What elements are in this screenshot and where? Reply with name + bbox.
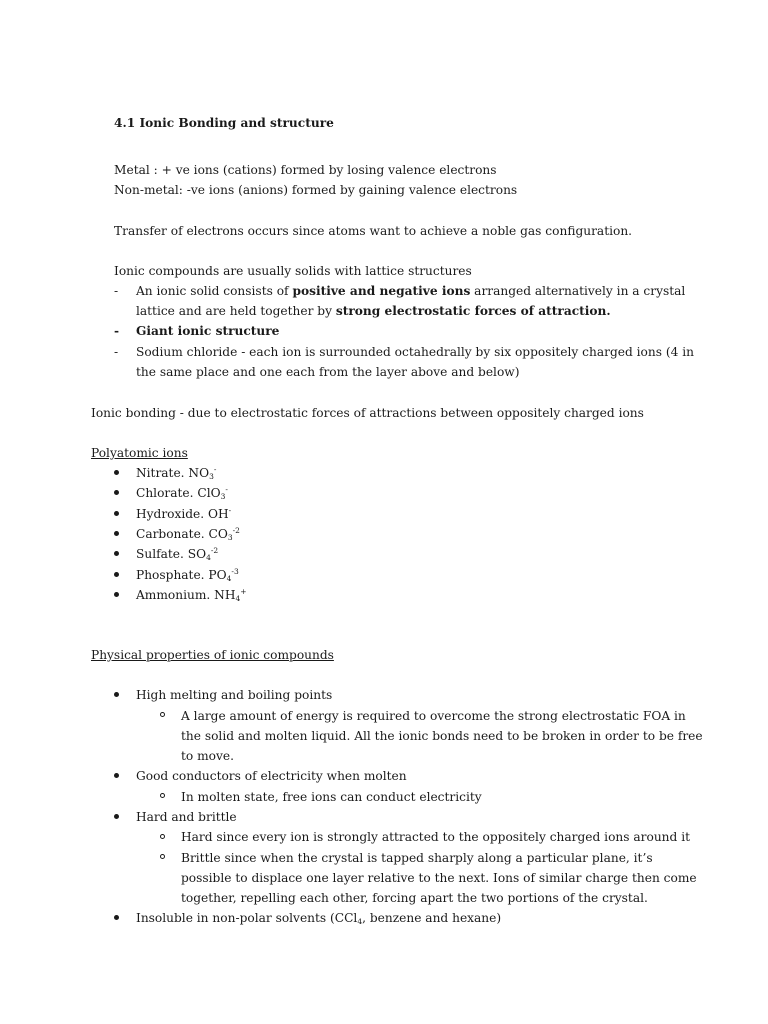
bullet-icon bbox=[114, 692, 119, 697]
bullet-icon bbox=[114, 773, 119, 778]
ion-formula: ClO bbox=[197, 486, 221, 501]
bullet-icon bbox=[114, 511, 119, 516]
ion-formula: OH bbox=[208, 506, 229, 521]
circle-bullet-icon bbox=[160, 854, 165, 859]
ion-name: Ammonium. bbox=[136, 587, 215, 602]
physical-title: Physical properties of ionic compounds bbox=[91, 648, 334, 662]
polyatomic-item bbox=[136, 483, 228, 503]
bullet-icon bbox=[114, 470, 119, 475]
property-hard: Hard and brittle bbox=[136, 810, 237, 824]
text-run: An ionic solid consists of bbox=[136, 284, 293, 298]
ion-charge: - bbox=[225, 485, 228, 495]
polyatomic-title: Polyatomic ions bbox=[91, 446, 188, 460]
ion-name: Nitrate. bbox=[136, 466, 189, 480]
nonmetal-line: Non-metal: -ve ions (anions) formed by gaining valence electrons bbox=[114, 183, 518, 197]
bullet-icon bbox=[114, 572, 119, 577]
lattice-point-3-line-2: the same place and one each from the layer above and below) bbox=[136, 365, 520, 379]
lattice-point-3-line-1: Sodium chloride - each ion is surrounded octahedrally by six oppositely charged ions (4 in bbox=[136, 345, 694, 359]
text-run: lattice and are held together by bbox=[136, 304, 336, 318]
bold-run: strong electrostatic forces of attraction. bbox=[335, 304, 611, 318]
ion-name: Sulfate. bbox=[136, 547, 188, 562]
ion-charge: - bbox=[228, 505, 232, 515]
polyatomic-item bbox=[136, 565, 239, 585]
brittle-detail-1: Brittle since when the crystal is tapped sharply along a particular plane, it’s bbox=[181, 851, 653, 865]
property-conductor: Good conductors of electricity when molten bbox=[136, 769, 407, 783]
text-run: Insoluble in non-polar solvents (CCl bbox=[136, 911, 358, 925]
conductor-detail: In molten state, free ions can conduct electricity bbox=[181, 790, 482, 804]
bullet-icon bbox=[114, 490, 119, 495]
ion-formula: SO bbox=[187, 547, 207, 562]
bullet-icon bbox=[114, 531, 119, 536]
ion-subscript: 3 bbox=[220, 492, 226, 502]
high-mp-detail-3: to move. bbox=[181, 749, 234, 763]
ion-subscript: 4 bbox=[235, 593, 241, 603]
text-run: arranged alternatively in a crystal bbox=[470, 284, 686, 298]
ion-charge: + bbox=[240, 586, 247, 596]
subscript: 4 bbox=[357, 917, 363, 926]
lattice-point-1-line-1 bbox=[136, 281, 685, 301]
lattice-point-1-line-2 bbox=[136, 301, 611, 321]
polyatomic-item bbox=[136, 463, 216, 483]
high-mp-detail-1: A large amount of energy is required to overcome the strong electrostatic FOA in bbox=[181, 709, 686, 723]
ion-name: Hydroxide. bbox=[136, 506, 209, 521]
dash-marker: - bbox=[114, 324, 120, 338]
hard-detail: Hard since every ion is strongly attracted to the oppositely charged ions around it bbox=[181, 830, 690, 844]
ion-subscript: 4 bbox=[206, 553, 211, 563]
ion-formula: CO bbox=[208, 526, 228, 541]
metal-line: Metal : + ve ions (cations) formed by losing valence electrons bbox=[114, 163, 497, 177]
ion-formula: NH bbox=[214, 587, 236, 602]
transfer-line: Transfer of electrons occurs since atoms want to achieve a noble gas configuration. bbox=[114, 224, 633, 238]
circle-bullet-icon bbox=[160, 712, 165, 717]
ionic-bonding-line: Ionic bonding - due to electrostatic forces of attractions between oppositely charged ions bbox=[91, 406, 644, 420]
polyatomic-item bbox=[136, 544, 218, 564]
ion-name: Chlorate. bbox=[136, 486, 198, 501]
ion-charge: -2 bbox=[210, 546, 219, 556]
text-run: , benzene and hexane) bbox=[362, 911, 502, 925]
polyatomic-item bbox=[136, 504, 231, 524]
ion-subscript: 4 bbox=[226, 573, 232, 583]
lattice-intro-line: Ionic compounds are usually solids with lattice structures bbox=[114, 264, 472, 278]
section-heading: 4.1 Ionic Bonding and structure bbox=[114, 116, 334, 130]
ion-name: Phosphate. bbox=[136, 567, 209, 582]
polyatomic-item bbox=[136, 524, 240, 544]
dash-marker: - bbox=[114, 345, 119, 359]
bullet-icon bbox=[114, 592, 119, 597]
bold-run: positive and negative ions bbox=[292, 284, 471, 298]
circle-bullet-icon bbox=[160, 793, 165, 798]
lattice-point-2: Giant ionic structure bbox=[136, 324, 280, 338]
bullet-icon bbox=[114, 814, 119, 819]
bullet-icon bbox=[114, 551, 119, 556]
bullet-icon bbox=[114, 915, 119, 920]
ion-subscript: 3 bbox=[227, 532, 233, 542]
polyatomic-item bbox=[136, 585, 247, 605]
brittle-detail-3: together, repelling each other, forcing apart the two portions of the crystal. bbox=[181, 891, 648, 905]
ion-formula: NO bbox=[188, 466, 210, 480]
property-insoluble bbox=[136, 908, 501, 928]
property-high-mp: High melting and boiling points bbox=[136, 688, 333, 702]
ion-charge: -2 bbox=[232, 525, 240, 535]
ion-name: Carbonate. bbox=[136, 526, 209, 541]
circle-bullet-icon bbox=[160, 834, 165, 839]
ion-charge: -3 bbox=[231, 566, 239, 576]
ion-charge: - bbox=[213, 465, 217, 474]
ion-subscript: 3 bbox=[209, 472, 214, 481]
brittle-detail-2: possible to displace one layer relative to the next. Ions of similar charge then come bbox=[181, 871, 697, 885]
high-mp-detail-2: the solid and molten liquid. All the ionic bonds need to be broken in order to be free bbox=[181, 729, 703, 743]
dash-marker: - bbox=[114, 284, 119, 298]
ion-formula: PO bbox=[208, 567, 227, 582]
